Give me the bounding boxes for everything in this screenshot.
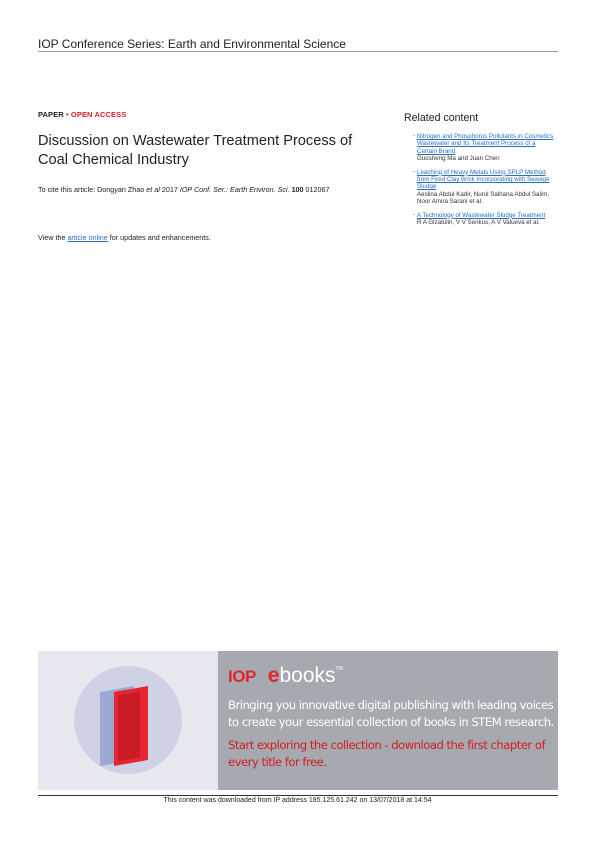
related-item-body bbox=[417, 212, 545, 227]
download-footer: This content was downloaded from IP address 185.125.61.242 on 13/07/2018 at 14:54 bbox=[163, 797, 432, 804]
article-online-link[interactable]: article online bbox=[67, 233, 108, 242]
banner-illustration bbox=[38, 651, 218, 790]
banner-content bbox=[218, 651, 558, 790]
journal-name: IOP Conference Series: Earth and Environmental Science bbox=[38, 37, 346, 51]
title-line-1: Discussion on Wastewater Treatment Process of bbox=[38, 133, 353, 149]
ebooks-books-text: books bbox=[279, 664, 336, 687]
trademark-mark: TM bbox=[335, 666, 343, 672]
related-list bbox=[404, 133, 556, 226]
iop-ebooks-logo bbox=[228, 664, 558, 688]
related-item-link[interactable]: Leaching of Heavy Metals Using SPLP Method from Fired Clay Brick Incorporating with Sewage Sludge bbox=[417, 168, 550, 191]
paper-tag bbox=[38, 110, 388, 119]
title-line-2: Coal Chemical Industry bbox=[38, 152, 189, 168]
bullet-icon: • bbox=[65, 110, 69, 119]
paper-title bbox=[38, 132, 388, 170]
footer-divider bbox=[38, 795, 558, 796]
citation-journal: IOP Conf. Ser.: Earth Environ. Sci. bbox=[179, 185, 290, 194]
related-content bbox=[404, 112, 556, 232]
banner-tagline-line-1: Bringing you innovative digital publishing with leading voices bbox=[228, 698, 554, 712]
citation-et-al: et al bbox=[146, 185, 160, 194]
related-item bbox=[404, 212, 556, 227]
banner-tagline-line-2: to create your essential collection of books in STEM research. bbox=[228, 715, 554, 729]
citation-prefix: To cite this article: Dongyan Zhao bbox=[38, 185, 147, 194]
paper-label: PAPER bbox=[38, 110, 64, 119]
dash-icon: - bbox=[413, 168, 415, 175]
related-item-body bbox=[417, 133, 556, 163]
book-icon bbox=[114, 686, 148, 766]
citation bbox=[38, 185, 388, 194]
citation-article: 012067 bbox=[303, 185, 330, 194]
iop-logo-text: IOP bbox=[228, 667, 256, 686]
related-content-title: Related content bbox=[404, 112, 479, 124]
dash-icon: - bbox=[413, 133, 415, 139]
related-item-link[interactable]: Nitrogen and Phosphorus Pollutants in Cosmetics Wastewater and Its Treatment Process of a Certain Brand bbox=[417, 133, 554, 155]
related-item-link[interactable]: A Technology of Wastewater Sludge Treatment bbox=[417, 211, 546, 219]
ebooks-e-letter: e bbox=[267, 664, 280, 687]
view-online-suffix: for updates and enhancements. bbox=[107, 233, 211, 242]
related-item bbox=[404, 133, 556, 163]
related-item-authors: Aeslina Abdul Kadir, Nurul Salhana Abdul Salim, Noor Amira Sarani et al. bbox=[417, 190, 550, 206]
ebooks-banner[interactable] bbox=[38, 651, 558, 790]
related-item-body bbox=[417, 169, 556, 206]
view-online-prefix: View the bbox=[38, 233, 68, 242]
article-info bbox=[38, 110, 388, 242]
citation-volume: 100 bbox=[291, 185, 304, 194]
header-divider bbox=[38, 51, 558, 52]
open-access-label: OPEN ACCESS bbox=[70, 110, 127, 119]
citation-year: 2017 bbox=[159, 185, 180, 194]
banner-tagline bbox=[228, 697, 558, 731]
related-item-authors: R A Gizatulin, V V Senkus, A V Valueva et al. bbox=[417, 219, 540, 227]
banner-cta-line-1: Start exploring the collection - download the first chapter of bbox=[228, 738, 546, 752]
dash-icon: - bbox=[413, 211, 415, 218]
banner-cta-line-2: every title for free. bbox=[228, 755, 327, 769]
related-item bbox=[404, 169, 556, 206]
related-item-authors: Guosheng Ma and Juan Chen bbox=[417, 155, 500, 163]
banner-call-to-action[interactable] bbox=[228, 737, 558, 771]
view-online-text bbox=[38, 233, 388, 242]
